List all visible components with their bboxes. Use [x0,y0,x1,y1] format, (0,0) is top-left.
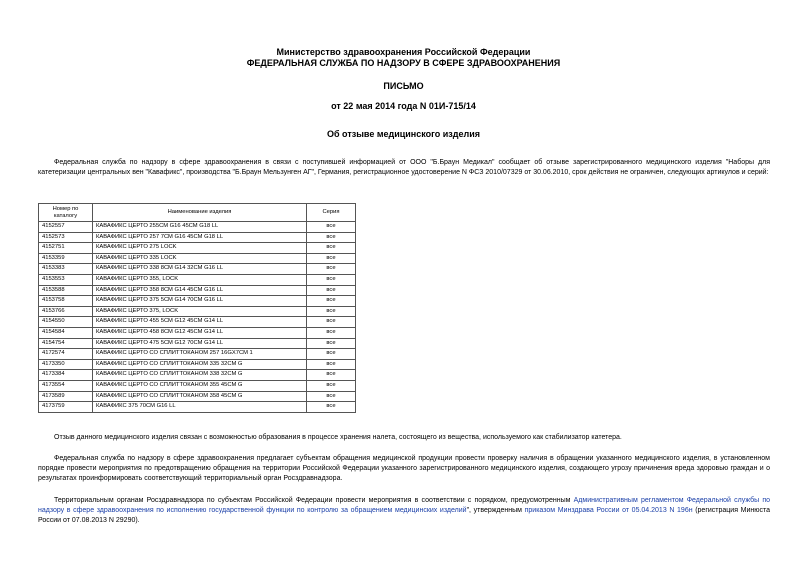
table-row [39,222,356,233]
series-cell: все [307,391,356,402]
series-cell: все [307,402,356,413]
series-cell: все [307,222,356,233]
item-name-cell: КАВАФИКС ЦЕРТО 257 7СМ G16 45СМ G18 LL [93,232,307,243]
table-row [39,274,356,285]
catalog-number-cell: 4154550 [39,317,93,328]
series-cell: все [307,306,356,317]
item-name-cell: КАВАФИКС ЦЕРТО 455 5СМ G12 45СМ G14 LL [93,317,307,328]
item-name-cell: КАВАФИКС ЦЕРТО СО СПЛИТТОКАНОМ 338 32СМ G [93,370,307,381]
document-date-number: от 22 мая 2014 года N 01И-715/14 [331,101,476,111]
catalog-number-cell: 4153588 [39,285,93,296]
table-row [39,296,356,307]
item-name-cell: КАВАФИКС ЦЕРТО СО СПЛИТТОКАНОМ 358 45СМ G [93,391,307,402]
item-name-cell: КАВАФИКС ЦЕРТО 275 LOCK [93,243,307,254]
table-row [39,264,356,275]
series-cell: все [307,317,356,328]
table-row [39,349,356,360]
table-row [39,338,356,349]
series-cell: все [307,253,356,264]
item-name-cell: КАВАФИКС ЦЕРТО 458 8СМ G12 45СМ G14 LL [93,327,307,338]
regional-text-2: ", утвержденным [466,507,525,514]
column-header-series: Серия [307,204,356,222]
item-name-cell: КАВАФИКС ЦЕРТО 255СМ G16 45СМ G18 LL [93,222,307,233]
series-cell: все [307,285,356,296]
item-name-cell: КАВАФИКС ЦЕРТО 475 5СМ G12 70СМ G14 LL [93,338,307,349]
catalog-number-cell: 4173384 [39,370,93,381]
catalog-number-cell: 4173589 [39,391,93,402]
item-name-cell: КАВАФИКС ЦЕРТО 335 LOCK [93,253,307,264]
table-row [39,232,356,243]
catalog-number-cell: 4154584 [39,327,93,338]
regional-text-1: Территориальным органам Росздравнадзора по субъектам Российской Федерации провести мероприятия в соответствии с порядком, предусмотренным [54,497,574,504]
item-name-cell: КАВАФИКС ЦЕРТО 375 5СМ G14 70СМ G16 LL [93,296,307,307]
table-row [39,317,356,328]
catalog-number-cell: 4152557 [39,222,93,233]
series-cell: все [307,243,356,254]
table-row [39,306,356,317]
series-cell: все [307,264,356,275]
table-body [39,222,356,413]
series-cell: все [307,274,356,285]
catalog-number-cell: 4173350 [39,359,93,370]
catalog-number-cell: 4173554 [39,380,93,391]
catalog-number-cell: 4172574 [39,349,93,360]
catalog-number-cell: 4152751 [39,243,93,254]
series-cell: все [307,327,356,338]
document-subject: Об отзыве медицинского изделия [327,129,480,139]
table-header-row [39,204,356,222]
table-row [39,380,356,391]
series-cell: все [307,349,356,360]
series-cell: все [307,380,356,391]
catalog-number-cell: 4173759 [39,402,93,413]
item-name-cell: КАВАФИКС ЦЕРТО СО СПЛИТТОКАНОМ 257 16GX7СМ 1 [93,349,307,360]
catalog-number-cell: 4153553 [39,274,93,285]
column-header-number: Номер по каталогу [39,204,93,222]
catalog-number-cell: 4153359 [39,253,93,264]
table-row [39,327,356,338]
regulation-link[interactable]: Административным регламентом Федеральной службы по надзору в сфере здравоохранения по исполнению государственной функции по контролю за обращением медицинских изделий [38,497,771,514]
table-row [39,391,356,402]
regional-paragraph [38,496,770,526]
catalog-number-cell: 4153758 [39,296,93,307]
recalled-items-table [38,203,356,413]
item-name-cell: КАВАФИКС ЦЕРТО СО СПЛИТТОКАНОМ 335 32СМ G [93,359,307,370]
item-name-cell: КАВАФИКС ЦЕРТО 355, LOCK [93,274,307,285]
reason-paragraph: Отзыв данного медицинского изделия связан с возможностью образования в процессе хранения налета, состоящего из вещества, используемого как стабилизатор катетера. [54,434,622,441]
catalog-number-cell: 4152573 [39,232,93,243]
ministry-title: Министерство здравоохранения Российской Федерации [276,47,531,57]
catalog-number-cell: 4154754 [39,338,93,349]
series-cell: все [307,359,356,370]
item-name-cell: КАВАФИКС ЦЕРТО СО СПЛИТТОКАНОМ 355 45СМ G [93,380,307,391]
service-title: ФЕДЕРАЛЬНАЯ СЛУЖБА ПО НАДЗОРУ В СФЕРЕ ЗДРАВООХРАНЕНИЯ [246,58,561,68]
document-type: ПИСЬМО [383,81,424,91]
table-row [39,402,356,413]
table-row [39,253,356,264]
item-name-cell: КАВАФИКС ЦЕРТО 358 8СМ G14 45СМ G16 LL [93,285,307,296]
series-cell: все [307,296,356,307]
table-row [39,243,356,254]
order-link[interactable]: приказом Минздрава России от 05.04.2013 N 196н [524,507,693,514]
intro-paragraph: Федеральная служба по надзору в сфере здравоохранения в связи с поступившей информацией от ООО "Б.Браун Медикал" сообщает об отзыве зарегистрированного медицинского изделия "Наборы для катетеризации центральных вен "Кавафикс", производства "Б.Браун Мельзунген АГ", Германия, регистрационное удостоверение N ФСЗ 2010/07329 от 30.06.2010, срок действия не ограничен, следующих артикулов и серий: [38,159,770,176]
table-row [39,285,356,296]
regional-text-3: (регистрация Минюста России от 07.08.2013 N 29290). [38,507,770,524]
series-cell: все [307,370,356,381]
item-name-cell: КАВАФИКС ЦЕРТО 375, LOCK [93,306,307,317]
column-header-name: Наименование изделия [93,204,307,222]
measures-paragraph: Федеральная служба по надзору в сфере здравоохранения предлагает субъектам обращения медицинской продукции провести проверку наличия в обращении указанного медицинского изделия, в установленном порядке провести мероприятия по предотвращению обращения на территории Российской Федерации указанного зарегистрированного медицинского изделия, создающего угрозу причинения вреда здоровью граждан и о результатах проинформировать соответствующий территориальный орган Росздравнадзора. [38,455,770,482]
item-name-cell: КАВАФИКС ЦЕРТО 338 8СМ G14 32СМ G16 LL [93,264,307,275]
table-row [39,359,356,370]
table-row [39,370,356,381]
catalog-number-cell: 4153766 [39,306,93,317]
catalog-number-cell: 4153383 [39,264,93,275]
series-cell: все [307,232,356,243]
item-name-cell: КАВАФИКС 375 70СМ G16 LL [93,402,307,413]
series-cell: все [307,338,356,349]
